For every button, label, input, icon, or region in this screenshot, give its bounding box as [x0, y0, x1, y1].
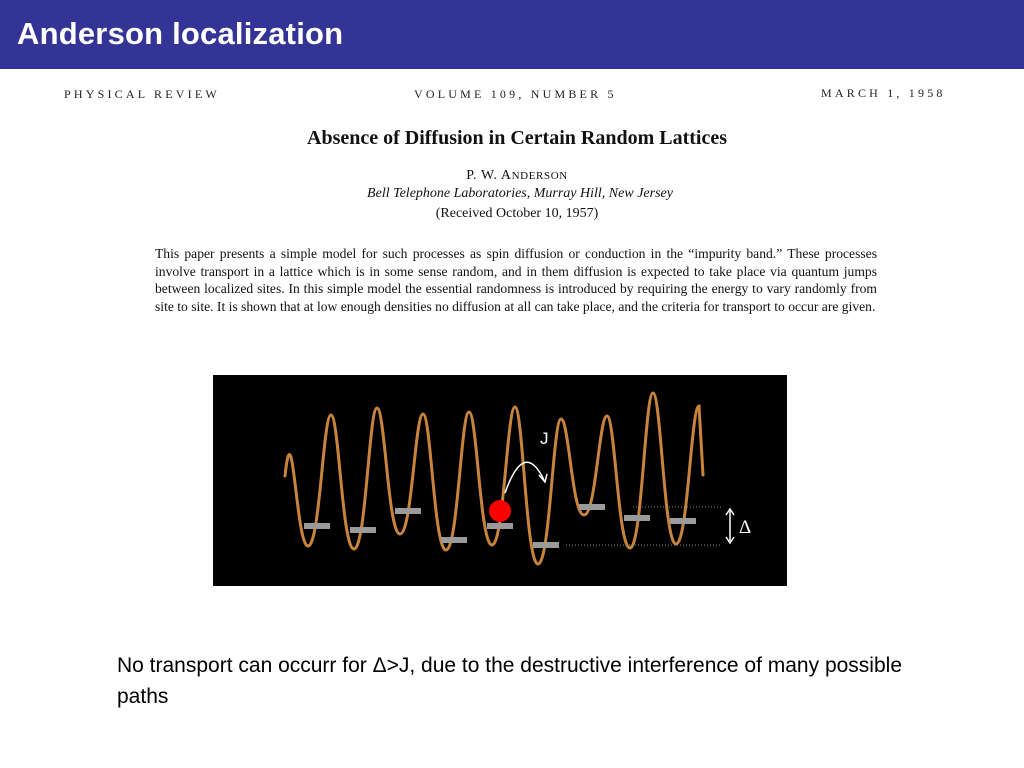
paper-abstract: This paper presents a simple model for such processes as spin diffusion or conduction in the “impurity band.” These processes involve transport in a lattice which is in some sense random, and in them diffusion is expected to take place via quantum jumps between localized sites. In this simple model the essential randomness is introduced by requiring the energy to vary randomly from site to site. It is shown that at low enough densities no diffusion at all can take place, and the criteria for transport to occur are given.	[155, 246, 877, 314]
disorder-label: Δ	[739, 517, 752, 538]
paper-author	[0, 168, 1024, 184]
hopping-label: J	[540, 429, 549, 448]
energy-level-7	[579, 504, 605, 510]
energy-level-4	[441, 537, 467, 543]
disorder-arrow	[726, 509, 734, 543]
slide-caption: No transport can occurr for Δ>J, due to the destructive interference of many possible paths	[117, 654, 902, 708]
author-initials: P. W. A	[466, 168, 512, 183]
energy-level-1	[304, 523, 330, 529]
author-name-rest: NDERSON	[511, 170, 568, 182]
paper-received-date: (Received October 10, 1957)	[435, 206, 599, 221]
energy-level-3	[395, 508, 421, 514]
journal-volume: VOLUME 109, NUMBER 5	[414, 87, 617, 101]
lattice-diagram	[213, 375, 787, 586]
journal-date: MARCH 1, 1958	[821, 86, 946, 100]
paper-title: Absence of Diffusion in Certain Random Lattices	[307, 127, 727, 149]
slide-title: Anderson localization	[17, 16, 344, 51]
energy-level-8	[624, 515, 650, 521]
localized-particle	[489, 500, 511, 522]
paper-affiliation: Bell Telephone Laboratories, Murray Hill, New Jersey	[367, 186, 673, 201]
energy-level-2	[350, 527, 376, 533]
localization-figure	[213, 375, 787, 586]
energy-level-6	[533, 542, 559, 548]
energy-level-9	[670, 518, 696, 524]
energy-level-5	[487, 523, 513, 529]
slide-header	[0, 0, 1024, 69]
random-potential-wave	[285, 393, 703, 564]
journal-name: PHYSICAL REVIEW	[64, 87, 220, 101]
